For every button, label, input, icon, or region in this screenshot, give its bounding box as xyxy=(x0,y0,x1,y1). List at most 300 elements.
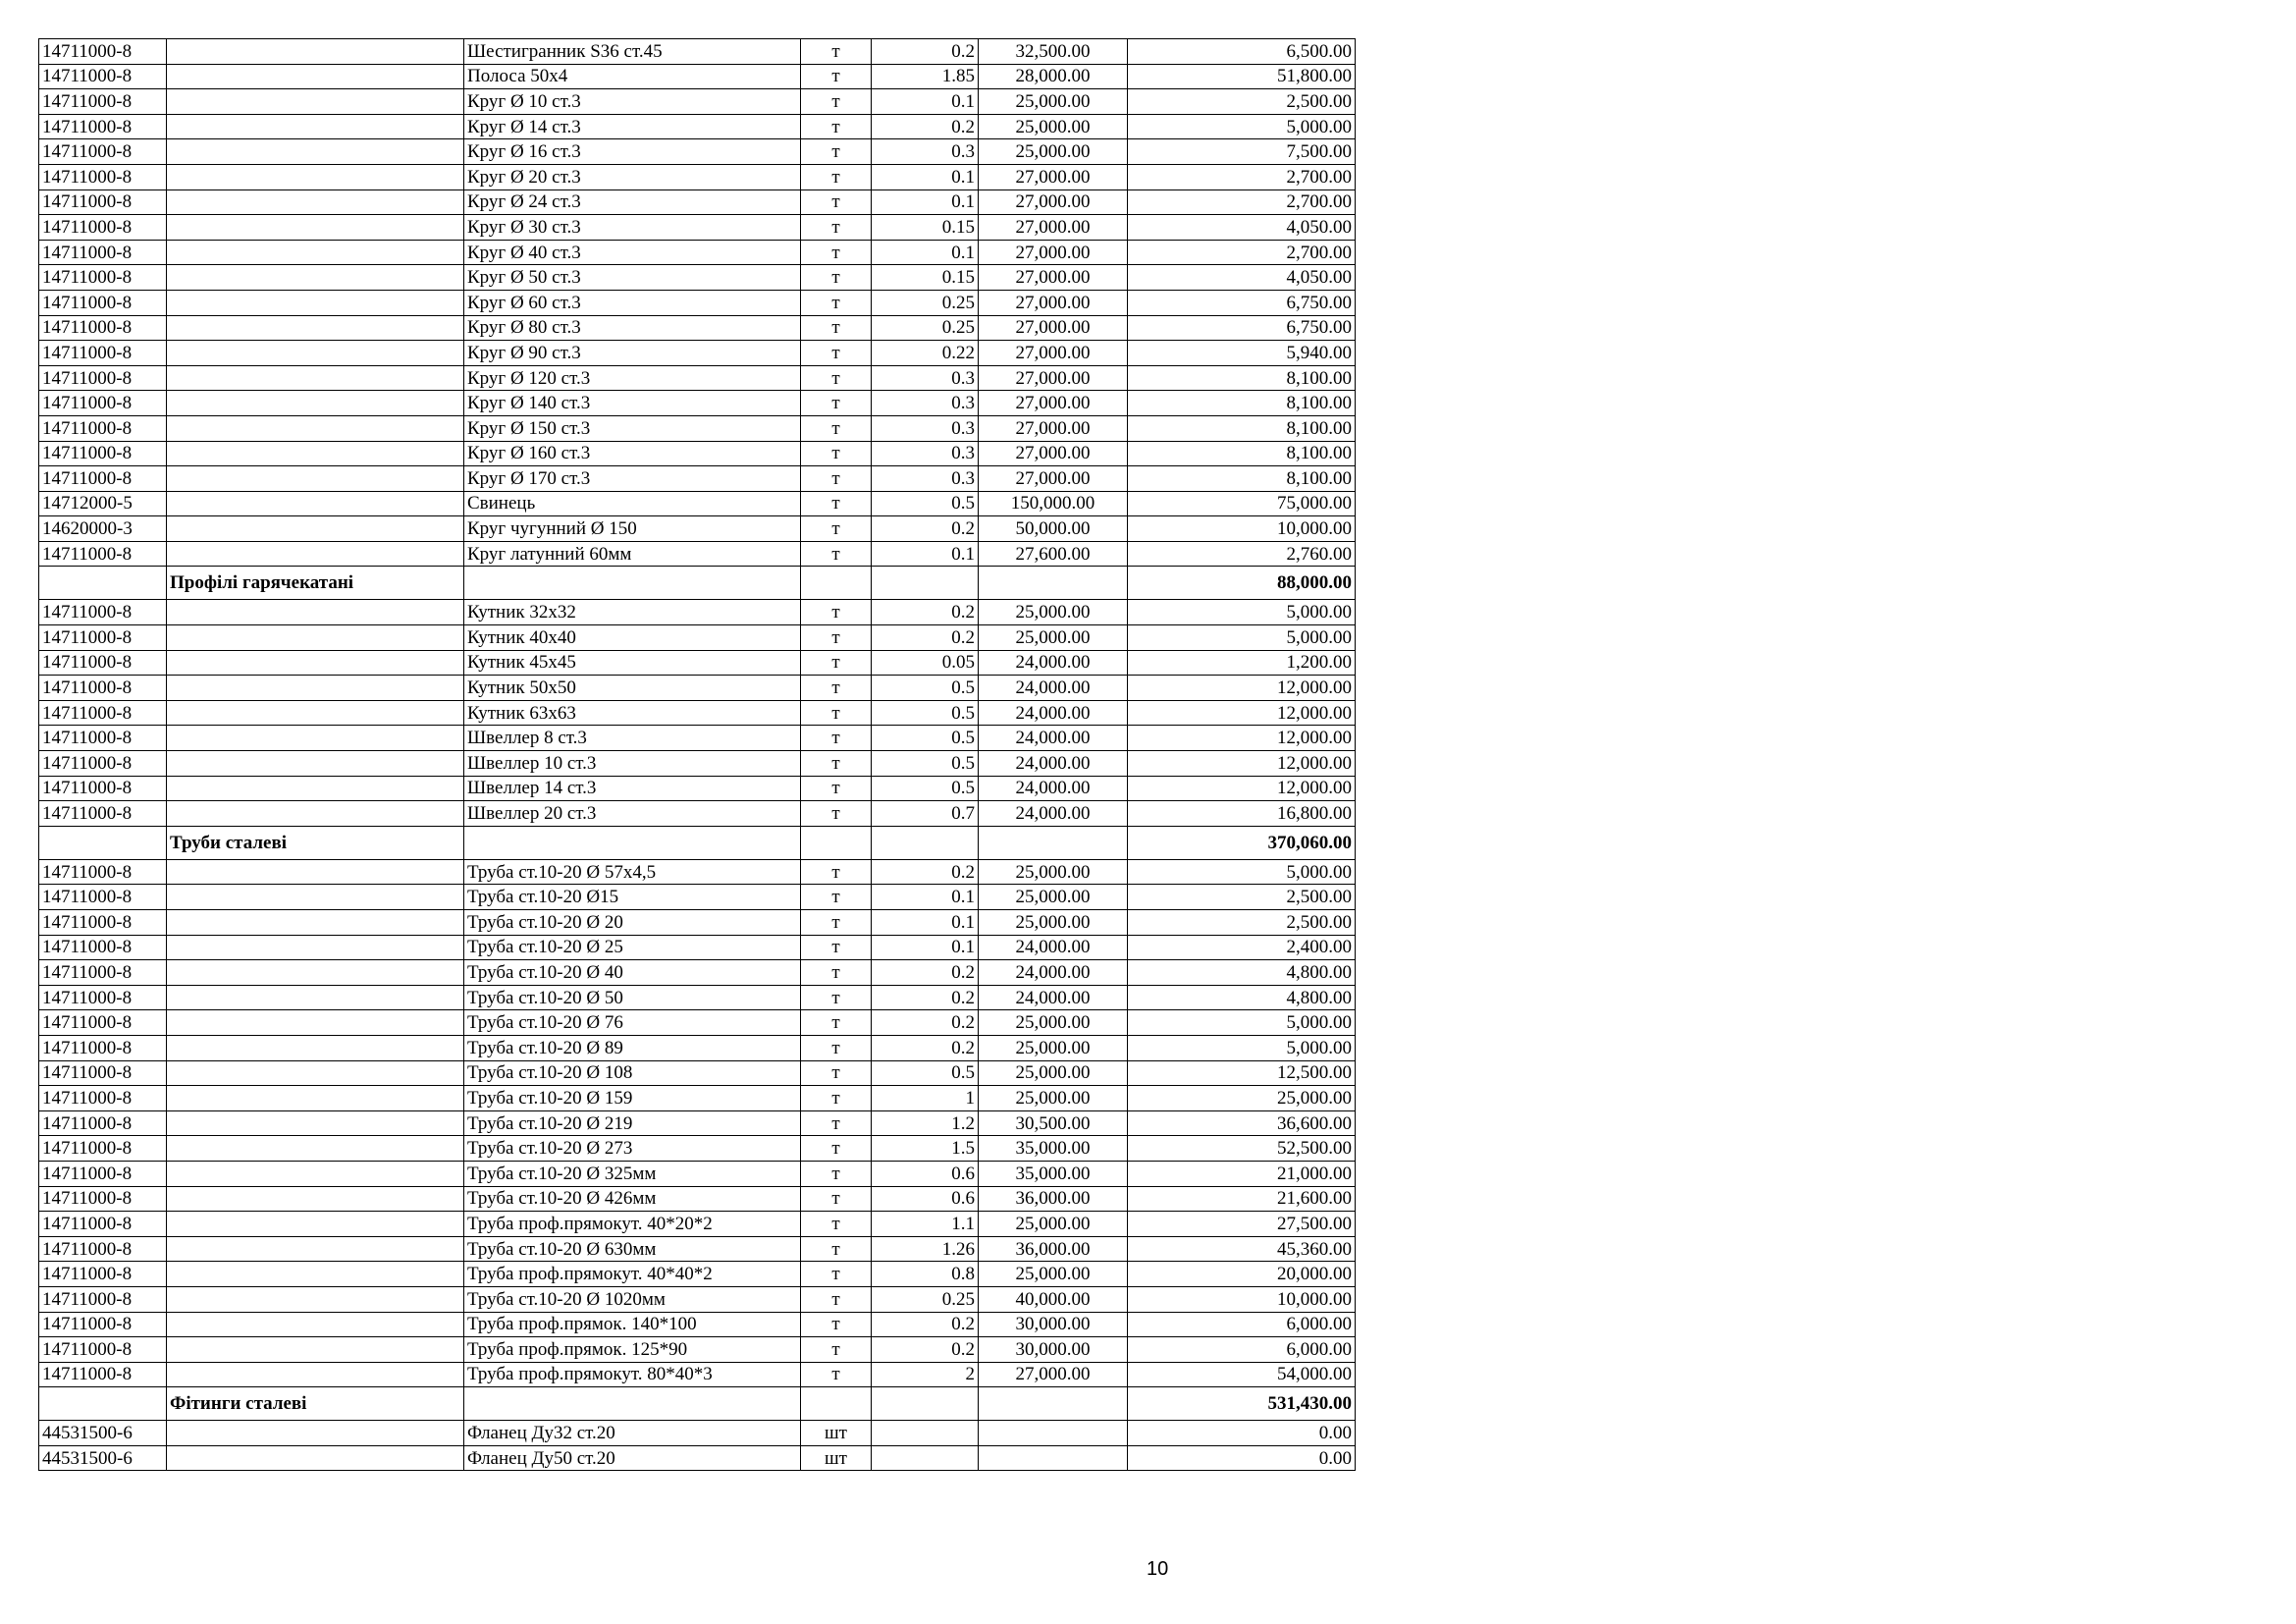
section-title: Труби сталеві xyxy=(167,826,464,859)
item-name: Круг Ø 140 ст.3 xyxy=(464,391,801,416)
item-group-cell xyxy=(167,39,464,65)
item-name: Свинець xyxy=(464,491,801,516)
table-row xyxy=(39,1136,1356,1162)
item-unit: т xyxy=(801,625,872,651)
item-name: Труба ст.10-20 Ø 325мм xyxy=(464,1161,801,1186)
table-row xyxy=(39,391,1356,416)
item-name: Труба ст.10-20 Ø15 xyxy=(464,885,801,910)
item-name: Круг Ø 40 ст.3 xyxy=(464,240,801,265)
item-name: Фланец Ду32 ст.20 xyxy=(464,1421,801,1446)
table-row xyxy=(39,240,1356,265)
item-sum: 12,000.00 xyxy=(1128,776,1356,801)
item-price: 25,000.00 xyxy=(979,1010,1128,1036)
item-sum: 45,360.00 xyxy=(1128,1236,1356,1262)
item-unit: т xyxy=(801,491,872,516)
table-row xyxy=(39,910,1356,936)
item-code: 44531500-6 xyxy=(39,1421,167,1446)
item-sum: 2,700.00 xyxy=(1128,240,1356,265)
item-name: Круг Ø 50 ст.3 xyxy=(464,265,801,291)
item-quantity: 0.5 xyxy=(872,776,979,801)
item-unit: т xyxy=(801,1236,872,1262)
item-code: 14711000-8 xyxy=(39,1236,167,1262)
item-price: 24,000.00 xyxy=(979,985,1128,1010)
item-unit: т xyxy=(801,1136,872,1162)
section-qty-cell xyxy=(872,826,979,859)
item-unit: т xyxy=(801,215,872,241)
item-sum: 0.00 xyxy=(1128,1421,1356,1446)
item-sum: 12,000.00 xyxy=(1128,676,1356,701)
item-name: Круг Ø 80 ст.3 xyxy=(464,315,801,341)
table-row xyxy=(39,265,1356,291)
item-name: Труба ст.10-20 Ø 108 xyxy=(464,1060,801,1086)
item-quantity: 0.2 xyxy=(872,1035,979,1060)
item-quantity: 1.85 xyxy=(872,64,979,89)
item-group-cell xyxy=(167,1445,464,1471)
item-code: 14711000-8 xyxy=(39,676,167,701)
item-group-cell xyxy=(167,676,464,701)
item-code: 14711000-8 xyxy=(39,1337,167,1363)
table-row xyxy=(39,290,1356,315)
item-group-cell xyxy=(167,139,464,165)
section-qty-cell xyxy=(872,1387,979,1421)
item-name: Труба ст.10-20 Ø 1020мм xyxy=(464,1286,801,1312)
item-quantity: 0.2 xyxy=(872,960,979,986)
item-name: Круг Ø 20 ст.3 xyxy=(464,164,801,189)
item-name: Кутник 32х32 xyxy=(464,600,801,625)
table-row xyxy=(39,985,1356,1010)
item-price: 27,000.00 xyxy=(979,466,1128,492)
item-quantity: 1.2 xyxy=(872,1110,979,1136)
table-row xyxy=(39,89,1356,115)
item-code: 14711000-8 xyxy=(39,1035,167,1060)
item-price: 27,000.00 xyxy=(979,415,1128,441)
item-name: Швеллер 14 ст.3 xyxy=(464,776,801,801)
item-quantity: 0.25 xyxy=(872,290,979,315)
item-price: 40,000.00 xyxy=(979,1286,1128,1312)
item-code: 14711000-8 xyxy=(39,290,167,315)
item-sum: 5,940.00 xyxy=(1128,341,1356,366)
item-name: Круг Ø 10 ст.3 xyxy=(464,89,801,115)
item-code: 14711000-8 xyxy=(39,89,167,115)
table-row xyxy=(39,491,1356,516)
table-row xyxy=(39,1362,1356,1387)
item-name: Швеллер 10 ст.3 xyxy=(464,751,801,777)
table-row xyxy=(39,466,1356,492)
item-price: 36,000.00 xyxy=(979,1186,1128,1212)
item-quantity: 1.1 xyxy=(872,1212,979,1237)
item-group-cell xyxy=(167,1060,464,1086)
table-row xyxy=(39,315,1356,341)
item-quantity: 0.1 xyxy=(872,164,979,189)
item-unit: т xyxy=(801,391,872,416)
section-name-cell xyxy=(464,567,801,600)
table-row xyxy=(39,1086,1356,1111)
item-code: 14711000-8 xyxy=(39,1010,167,1036)
item-name: Шестигранник S36 ст.45 xyxy=(464,39,801,65)
item-name: Швеллер 8 ст.3 xyxy=(464,726,801,751)
section-unit-cell xyxy=(801,1387,872,1421)
table-row xyxy=(39,1212,1356,1237)
table-body xyxy=(39,39,1356,1471)
item-code: 14711000-8 xyxy=(39,1286,167,1312)
item-code: 14711000-8 xyxy=(39,910,167,936)
item-name: Труба ст.10-20 Ø 426мм xyxy=(464,1186,801,1212)
item-price: 25,000.00 xyxy=(979,1262,1128,1287)
item-price: 25,000.00 xyxy=(979,910,1128,936)
item-sum: 21,000.00 xyxy=(1128,1161,1356,1186)
item-sum: 8,100.00 xyxy=(1128,415,1356,441)
item-sum: 5,000.00 xyxy=(1128,114,1356,139)
item-group-cell xyxy=(167,315,464,341)
section-qty-cell xyxy=(872,567,979,600)
item-quantity: 0.1 xyxy=(872,541,979,567)
item-group-cell xyxy=(167,164,464,189)
item-unit: т xyxy=(801,910,872,936)
section-total: 370,060.00 xyxy=(1128,826,1356,859)
item-quantity: 0.2 xyxy=(872,39,979,65)
item-name: Труба ст.10-20 Ø 76 xyxy=(464,1010,801,1036)
item-sum: 0.00 xyxy=(1128,1445,1356,1471)
item-code: 14711000-8 xyxy=(39,139,167,165)
item-price: 25,000.00 xyxy=(979,139,1128,165)
item-code: 14711000-8 xyxy=(39,600,167,625)
item-quantity: 0.2 xyxy=(872,985,979,1010)
item-code: 14711000-8 xyxy=(39,1362,167,1387)
item-name: Труба проф.прямокут. 80*40*3 xyxy=(464,1362,801,1387)
item-group-cell xyxy=(167,960,464,986)
item-quantity: 0.15 xyxy=(872,265,979,291)
section-code-cell xyxy=(39,567,167,600)
item-sum: 2,760.00 xyxy=(1128,541,1356,567)
item-quantity: 0.3 xyxy=(872,139,979,165)
item-group-cell xyxy=(167,64,464,89)
item-group-cell xyxy=(167,650,464,676)
item-unit: т xyxy=(801,700,872,726)
item-sum: 12,000.00 xyxy=(1128,726,1356,751)
item-price xyxy=(979,1421,1128,1446)
item-price: 28,000.00 xyxy=(979,64,1128,89)
item-name: Труба проф.прямокут. 40*40*2 xyxy=(464,1262,801,1287)
item-quantity: 0.6 xyxy=(872,1186,979,1212)
item-code: 14711000-8 xyxy=(39,650,167,676)
item-unit: т xyxy=(801,1286,872,1312)
item-price: 24,000.00 xyxy=(979,935,1128,960)
section-price-cell xyxy=(979,567,1128,600)
section-title: Фітинги сталеві xyxy=(167,1387,464,1421)
table-row xyxy=(39,541,1356,567)
table-row xyxy=(39,64,1356,89)
item-quantity: 0.3 xyxy=(872,415,979,441)
table-row xyxy=(39,415,1356,441)
table-row xyxy=(39,1161,1356,1186)
item-code: 14711000-8 xyxy=(39,164,167,189)
item-price: 27,000.00 xyxy=(979,391,1128,416)
item-sum: 8,100.00 xyxy=(1128,391,1356,416)
item-group-cell xyxy=(167,240,464,265)
table-row xyxy=(39,1186,1356,1212)
item-unit: т xyxy=(801,516,872,542)
page-number: 10 xyxy=(1147,1558,1169,1580)
item-price: 27,000.00 xyxy=(979,1362,1128,1387)
item-price: 27,000.00 xyxy=(979,441,1128,466)
table-row xyxy=(39,1010,1356,1036)
table-row xyxy=(39,776,1356,801)
item-code: 14711000-8 xyxy=(39,441,167,466)
item-price: 27,000.00 xyxy=(979,265,1128,291)
item-code: 14712000-5 xyxy=(39,491,167,516)
item-sum: 7,500.00 xyxy=(1128,139,1356,165)
table-row xyxy=(39,700,1356,726)
item-price: 27,000.00 xyxy=(979,341,1128,366)
item-unit: т xyxy=(801,365,872,391)
item-quantity: 1.26 xyxy=(872,1236,979,1262)
table-row xyxy=(39,1060,1356,1086)
item-group-cell xyxy=(167,700,464,726)
item-name: Труба ст.10-20 Ø 20 xyxy=(464,910,801,936)
section-total: 531,430.00 xyxy=(1128,1387,1356,1421)
item-name: Труба ст.10-20 Ø 89 xyxy=(464,1035,801,1060)
item-quantity: 0.05 xyxy=(872,650,979,676)
item-code: 14711000-8 xyxy=(39,935,167,960)
item-price: 27,000.00 xyxy=(979,189,1128,215)
item-sum: 2,500.00 xyxy=(1128,910,1356,936)
item-code: 14711000-8 xyxy=(39,726,167,751)
item-price: 25,000.00 xyxy=(979,859,1128,885)
item-quantity: 0.2 xyxy=(872,600,979,625)
item-group-cell xyxy=(167,726,464,751)
item-price: 30,000.00 xyxy=(979,1337,1128,1363)
item-group-cell xyxy=(167,885,464,910)
table-row xyxy=(39,1312,1356,1337)
item-name: Круг Ø 60 ст.3 xyxy=(464,290,801,315)
item-price: 32,500.00 xyxy=(979,39,1128,65)
item-group-cell xyxy=(167,114,464,139)
section-unit-cell xyxy=(801,567,872,600)
item-sum: 6,000.00 xyxy=(1128,1312,1356,1337)
item-price: 36,000.00 xyxy=(979,1236,1128,1262)
section-price-cell xyxy=(979,826,1128,859)
item-code: 14711000-8 xyxy=(39,751,167,777)
item-group-cell xyxy=(167,935,464,960)
item-quantity: 0.2 xyxy=(872,1337,979,1363)
item-unit: т xyxy=(801,1110,872,1136)
table-row xyxy=(39,676,1356,701)
item-unit: т xyxy=(801,676,872,701)
item-name: Круг Ø 14 ст.3 xyxy=(464,114,801,139)
item-unit: шт xyxy=(801,1445,872,1471)
table-row xyxy=(39,39,1356,65)
item-quantity: 0.1 xyxy=(872,910,979,936)
item-quantity: 0.6 xyxy=(872,1161,979,1186)
item-price: 24,000.00 xyxy=(979,776,1128,801)
item-code: 14711000-8 xyxy=(39,700,167,726)
item-code: 14711000-8 xyxy=(39,1262,167,1287)
item-unit: т xyxy=(801,650,872,676)
item-code: 14711000-8 xyxy=(39,541,167,567)
item-quantity: 0.22 xyxy=(872,341,979,366)
item-code: 14711000-8 xyxy=(39,1110,167,1136)
item-quantity: 0.8 xyxy=(872,1262,979,1287)
table-row xyxy=(39,114,1356,139)
item-code: 14711000-8 xyxy=(39,885,167,910)
item-code: 14711000-8 xyxy=(39,776,167,801)
item-sum: 6,500.00 xyxy=(1128,39,1356,65)
item-quantity: 0.5 xyxy=(872,700,979,726)
item-price: 25,000.00 xyxy=(979,625,1128,651)
item-code: 14711000-8 xyxy=(39,1312,167,1337)
item-price: 30,000.00 xyxy=(979,1312,1128,1337)
item-group-cell xyxy=(167,859,464,885)
item-unit: шт xyxy=(801,1421,872,1446)
item-code: 14711000-8 xyxy=(39,114,167,139)
table-row xyxy=(39,935,1356,960)
item-sum: 2,500.00 xyxy=(1128,89,1356,115)
item-name: Труба ст.10-20 Ø 159 xyxy=(464,1086,801,1111)
item-group-cell xyxy=(167,1086,464,1111)
item-unit: т xyxy=(801,39,872,65)
item-group-cell xyxy=(167,1312,464,1337)
item-sum: 8,100.00 xyxy=(1128,365,1356,391)
item-group-cell xyxy=(167,1262,464,1287)
item-name: Круг Ø 90 ст.3 xyxy=(464,341,801,366)
item-unit: т xyxy=(801,89,872,115)
table-row xyxy=(39,139,1356,165)
item-code: 14711000-8 xyxy=(39,341,167,366)
item-quantity: 0.5 xyxy=(872,751,979,777)
item-group-cell xyxy=(167,265,464,291)
item-unit: т xyxy=(801,1312,872,1337)
item-price: 35,000.00 xyxy=(979,1161,1128,1186)
item-code: 14711000-8 xyxy=(39,985,167,1010)
item-quantity: 0.2 xyxy=(872,516,979,542)
item-unit: т xyxy=(801,341,872,366)
item-sum: 6,750.00 xyxy=(1128,290,1356,315)
item-quantity: 0.2 xyxy=(872,1312,979,1337)
section-price-cell xyxy=(979,1387,1128,1421)
item-sum: 12,000.00 xyxy=(1128,751,1356,777)
item-price: 27,000.00 xyxy=(979,164,1128,189)
item-code: 14711000-8 xyxy=(39,466,167,492)
item-unit: т xyxy=(801,240,872,265)
item-quantity xyxy=(872,1445,979,1471)
item-group-cell xyxy=(167,466,464,492)
item-code: 14711000-8 xyxy=(39,315,167,341)
item-name: Труба ст.10-20 Ø 57х4,5 xyxy=(464,859,801,885)
item-unit: т xyxy=(801,265,872,291)
item-unit: т xyxy=(801,859,872,885)
item-price: 27,000.00 xyxy=(979,290,1128,315)
item-quantity: 0.7 xyxy=(872,801,979,827)
item-unit: т xyxy=(801,541,872,567)
item-unit: т xyxy=(801,466,872,492)
item-price: 25,000.00 xyxy=(979,885,1128,910)
item-quantity: 0.2 xyxy=(872,1010,979,1036)
item-price: 30,500.00 xyxy=(979,1110,1128,1136)
item-code: 14711000-8 xyxy=(39,1186,167,1212)
item-code: 14711000-8 xyxy=(39,859,167,885)
item-price: 25,000.00 xyxy=(979,114,1128,139)
item-group-cell xyxy=(167,365,464,391)
item-quantity: 0.1 xyxy=(872,885,979,910)
item-quantity: 0.25 xyxy=(872,315,979,341)
item-name: Кутник 50х50 xyxy=(464,676,801,701)
item-price: 24,000.00 xyxy=(979,726,1128,751)
item-sum: 20,000.00 xyxy=(1128,1262,1356,1287)
item-price: 27,000.00 xyxy=(979,315,1128,341)
table-row xyxy=(39,650,1356,676)
item-sum: 4,800.00 xyxy=(1128,960,1356,986)
table-row xyxy=(39,365,1356,391)
item-unit: т xyxy=(801,1262,872,1287)
item-sum: 5,000.00 xyxy=(1128,600,1356,625)
table-row xyxy=(39,189,1356,215)
item-quantity: 0.3 xyxy=(872,391,979,416)
table-row xyxy=(39,960,1356,986)
item-sum: 10,000.00 xyxy=(1128,516,1356,542)
item-sum: 75,000.00 xyxy=(1128,491,1356,516)
item-price: 25,000.00 xyxy=(979,1035,1128,1060)
table-row xyxy=(39,885,1356,910)
item-sum: 16,800.00 xyxy=(1128,801,1356,827)
table-row xyxy=(39,441,1356,466)
section-code-cell xyxy=(39,826,167,859)
table-row xyxy=(39,215,1356,241)
item-name: Фланец Ду50 ст.20 xyxy=(464,1445,801,1471)
table-row xyxy=(39,1445,1356,1471)
item-sum: 5,000.00 xyxy=(1128,859,1356,885)
item-price: 24,000.00 xyxy=(979,676,1128,701)
item-price: 50,000.00 xyxy=(979,516,1128,542)
item-sum: 12,500.00 xyxy=(1128,1060,1356,1086)
item-unit: т xyxy=(801,751,872,777)
item-unit: т xyxy=(801,885,872,910)
item-group-cell xyxy=(167,290,464,315)
item-unit: т xyxy=(801,960,872,986)
section-title: Профілі гарячекатані xyxy=(167,567,464,600)
table-row xyxy=(39,859,1356,885)
item-name: Круг Ø 170 ст.3 xyxy=(464,466,801,492)
table-row xyxy=(39,1421,1356,1446)
item-unit: т xyxy=(801,441,872,466)
item-unit: т xyxy=(801,415,872,441)
item-code: 14711000-8 xyxy=(39,625,167,651)
item-group-cell xyxy=(167,189,464,215)
item-price: 24,000.00 xyxy=(979,960,1128,986)
item-name: Круг Ø 150 ст.3 xyxy=(464,415,801,441)
table-row xyxy=(39,726,1356,751)
table-row xyxy=(39,516,1356,542)
item-group-cell xyxy=(167,1186,464,1212)
item-code: 44531500-6 xyxy=(39,1445,167,1471)
item-quantity: 0.2 xyxy=(872,859,979,885)
item-group-cell xyxy=(167,1421,464,1446)
item-group-cell xyxy=(167,1161,464,1186)
item-sum: 12,000.00 xyxy=(1128,700,1356,726)
item-sum: 21,600.00 xyxy=(1128,1186,1356,1212)
item-group-cell xyxy=(167,1362,464,1387)
section-row xyxy=(39,1387,1356,1421)
section-name-cell xyxy=(464,826,801,859)
item-group-cell xyxy=(167,985,464,1010)
item-price: 24,000.00 xyxy=(979,700,1128,726)
item-quantity: 0.15 xyxy=(872,215,979,241)
item-sum: 8,100.00 xyxy=(1128,441,1356,466)
item-sum: 1,200.00 xyxy=(1128,650,1356,676)
table-row xyxy=(39,1110,1356,1136)
item-quantity: 0.5 xyxy=(872,491,979,516)
item-price: 25,000.00 xyxy=(979,600,1128,625)
item-name: Труба проф.прямок. 140*100 xyxy=(464,1312,801,1337)
